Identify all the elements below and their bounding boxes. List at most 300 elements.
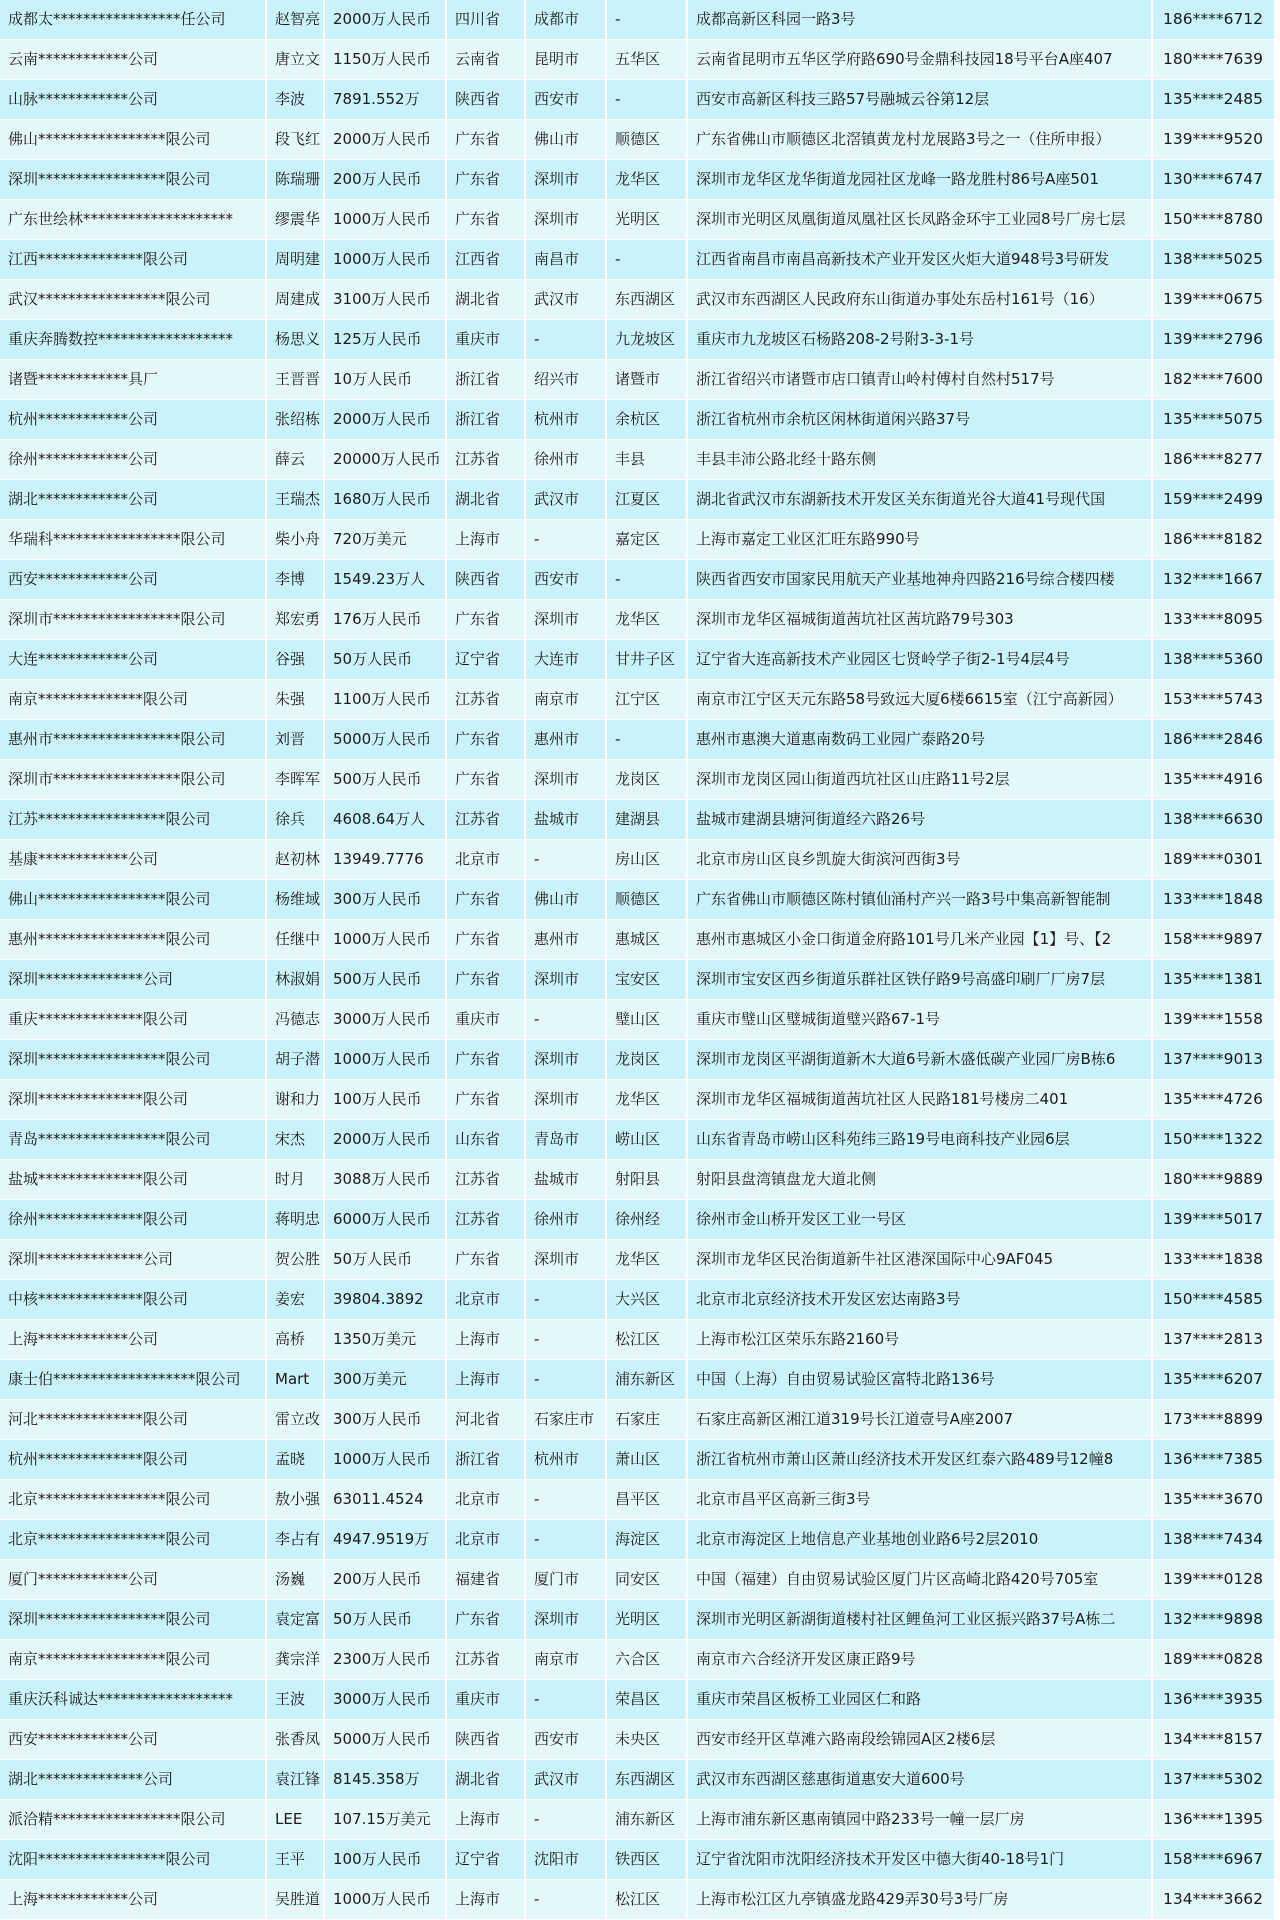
registered-capital-cell: 300万美元 bbox=[324, 1360, 446, 1400]
district-cell: 荣昌区 bbox=[606, 1680, 687, 1720]
district-cell: - bbox=[606, 80, 687, 120]
city-cell: 深圳市 bbox=[525, 600, 606, 640]
table-row bbox=[0, 360, 1275, 400]
company-name-cell: 深圳**************公司 bbox=[0, 960, 266, 1000]
registered-capital-cell: 50万人民币 bbox=[324, 1600, 446, 1640]
company-name-cell: 西安************公司 bbox=[0, 560, 266, 600]
city-cell: 深圳市 bbox=[525, 1240, 606, 1280]
address-cell: 中国（福建）自由贸易试验区厦门片区高崎北路420号705室 bbox=[687, 1560, 1152, 1600]
phone-cell: 150****1322 bbox=[1152, 1120, 1275, 1160]
address-cell: 重庆市九龙坡区石杨路208-2号附3-3-1号 bbox=[687, 320, 1152, 360]
district-cell: - bbox=[606, 720, 687, 760]
contact-name-cell: 王晋晋 bbox=[266, 360, 324, 400]
district-cell: 诸暨市 bbox=[606, 360, 687, 400]
phone-cell: 135****3670 bbox=[1152, 1480, 1275, 1520]
address-cell: 西安市经开区草滩六路南段绘锦园A区2楼6层 bbox=[687, 1720, 1152, 1760]
province-cell: 重庆市 bbox=[446, 1680, 525, 1720]
address-cell: 上海市嘉定工业区汇旺东路990号 bbox=[687, 520, 1152, 560]
address-cell: 重庆市荣昌区板桥工业园区仁和路 bbox=[687, 1680, 1152, 1720]
table-row bbox=[0, 40, 1275, 80]
table-row bbox=[0, 1360, 1275, 1400]
address-cell: 陕西省西安市国家民用航天产业基地神舟四路216号综合楼四楼 bbox=[687, 560, 1152, 600]
table-row bbox=[0, 240, 1275, 280]
province-cell: 广东省 bbox=[446, 1040, 525, 1080]
address-cell: 深圳市龙华区福城街道茜坑社区茜坑路79号303 bbox=[687, 600, 1152, 640]
province-cell: 河北省 bbox=[446, 1400, 525, 1440]
phone-cell: 189****0301 bbox=[1152, 840, 1275, 880]
phone-cell: 133****1838 bbox=[1152, 1240, 1275, 1280]
phone-cell: 139****0675 bbox=[1152, 280, 1275, 320]
address-cell: 深圳市光明区新湖街道楼村社区鲤鱼河工业区振兴路37号A栋二 bbox=[687, 1600, 1152, 1640]
city-cell: 深圳市 bbox=[525, 1040, 606, 1080]
contact-name-cell: 林淑娟 bbox=[266, 960, 324, 1000]
district-cell: - bbox=[606, 0, 687, 40]
city-cell: 徐州市 bbox=[525, 1200, 606, 1240]
city-cell: 徐州市 bbox=[525, 440, 606, 480]
city-cell: 深圳市 bbox=[525, 760, 606, 800]
company-name-cell: 重庆奔腾数控****************** bbox=[0, 320, 266, 360]
city-cell: 盐城市 bbox=[525, 800, 606, 840]
district-cell: 房山区 bbox=[606, 840, 687, 880]
district-cell: 松江区 bbox=[606, 1880, 687, 1920]
contact-name-cell: LEE bbox=[266, 1800, 324, 1840]
company-name-cell: 诸暨************具厂 bbox=[0, 360, 266, 400]
address-cell: 深圳市龙华区福城街道茜坑社区人民路181号楼房二401 bbox=[687, 1080, 1152, 1120]
city-cell: - bbox=[525, 1000, 606, 1040]
registered-capital-cell: 7891.552万 bbox=[324, 80, 446, 120]
city-cell: 成都市 bbox=[525, 0, 606, 40]
company-name-cell: 深圳市*****************限公司 bbox=[0, 600, 266, 640]
company-name-cell: 惠州*****************限公司 bbox=[0, 920, 266, 960]
registered-capital-cell: 13949.7776 bbox=[324, 840, 446, 880]
phone-cell: 139****2796 bbox=[1152, 320, 1275, 360]
company-name-cell: 康士伯*******************限公司 bbox=[0, 1360, 266, 1400]
city-cell: 深圳市 bbox=[525, 160, 606, 200]
table-row bbox=[0, 600, 1275, 640]
company-name-cell: 武汉*****************限公司 bbox=[0, 280, 266, 320]
city-cell: 深圳市 bbox=[525, 200, 606, 240]
district-cell: 龙岗区 bbox=[606, 760, 687, 800]
province-cell: 广东省 bbox=[446, 1080, 525, 1120]
registered-capital-cell: 2300万人民币 bbox=[324, 1640, 446, 1680]
company-name-cell: 南京**************限公司 bbox=[0, 680, 266, 720]
table-row bbox=[0, 520, 1275, 560]
phone-cell: 139****5017 bbox=[1152, 1200, 1275, 1240]
company-name-cell: 成都太*****************任公司 bbox=[0, 0, 266, 40]
city-cell: 南京市 bbox=[525, 1640, 606, 1680]
registered-capital-cell: 107.15万美元 bbox=[324, 1800, 446, 1840]
province-cell: 湖北省 bbox=[446, 1760, 525, 1800]
province-cell: 广东省 bbox=[446, 200, 525, 240]
province-cell: 江苏省 bbox=[446, 440, 525, 480]
contact-name-cell: 谷强 bbox=[266, 640, 324, 680]
company-name-cell: 上海************公司 bbox=[0, 1880, 266, 1920]
registered-capital-cell: 2000万人民币 bbox=[324, 120, 446, 160]
address-cell: 广东省佛山市顺德区北滘镇黄龙村龙展路3号之一（住所申报） bbox=[687, 120, 1152, 160]
company-name-cell: 大连************公司 bbox=[0, 640, 266, 680]
province-cell: 山东省 bbox=[446, 1120, 525, 1160]
registered-capital-cell: 2000万人民币 bbox=[324, 0, 446, 40]
province-cell: 江苏省 bbox=[446, 800, 525, 840]
city-cell: - bbox=[525, 1680, 606, 1720]
contact-name-cell: 段飞红 bbox=[266, 120, 324, 160]
contact-name-cell: 柴小舟 bbox=[266, 520, 324, 560]
phone-cell: 134****3662 bbox=[1152, 1880, 1275, 1920]
phone-cell: 138****5360 bbox=[1152, 640, 1275, 680]
contact-name-cell: 王瑞杰 bbox=[266, 480, 324, 520]
province-cell: 浙江省 bbox=[446, 400, 525, 440]
province-cell: 北京市 bbox=[446, 840, 525, 880]
table-row bbox=[0, 800, 1275, 840]
registered-capital-cell: 1350万美元 bbox=[324, 1320, 446, 1360]
district-cell: 余杭区 bbox=[606, 400, 687, 440]
address-cell: 丰县丰沛公路北经十路东侧 bbox=[687, 440, 1152, 480]
contact-name-cell: 敖小强 bbox=[266, 1480, 324, 1520]
table-row bbox=[0, 1320, 1275, 1360]
table-row bbox=[0, 960, 1275, 1000]
address-cell: 石家庄高新区湘江道319号长江道壹号A座2007 bbox=[687, 1400, 1152, 1440]
registered-capital-cell: 176万人民币 bbox=[324, 600, 446, 640]
table-row bbox=[0, 320, 1275, 360]
company-name-cell: 基康************公司 bbox=[0, 840, 266, 880]
address-cell: 惠州市惠城区小金口街道金府路101号几米产业园【1】号、【2 bbox=[687, 920, 1152, 960]
company-name-cell: 山脉************公司 bbox=[0, 80, 266, 120]
registered-capital-cell: 3000万人民币 bbox=[324, 1000, 446, 1040]
province-cell: 广东省 bbox=[446, 880, 525, 920]
company-name-cell: 深圳**************限公司 bbox=[0, 1080, 266, 1120]
registered-capital-cell: 50万人民币 bbox=[324, 1240, 446, 1280]
district-cell: 宝安区 bbox=[606, 960, 687, 1000]
address-cell: 广东省佛山市顺德区陈村镇仙涌村产兴一路3号中集高新智能制 bbox=[687, 880, 1152, 920]
table-row bbox=[0, 0, 1275, 40]
city-cell: 武汉市 bbox=[525, 480, 606, 520]
contact-name-cell: 任继中 bbox=[266, 920, 324, 960]
registered-capital-cell: 5000万人民币 bbox=[324, 1720, 446, 1760]
table-row bbox=[0, 1600, 1275, 1640]
table-row bbox=[0, 1000, 1275, 1040]
phone-cell: 135****2485 bbox=[1152, 80, 1275, 120]
phone-cell: 138****6630 bbox=[1152, 800, 1275, 840]
city-cell: 惠州市 bbox=[525, 720, 606, 760]
contact-name-cell: 胡子潜 bbox=[266, 1040, 324, 1080]
city-cell: 佛山市 bbox=[525, 120, 606, 160]
registered-capital-cell: 2000万人民币 bbox=[324, 400, 446, 440]
province-cell: 湖北省 bbox=[446, 280, 525, 320]
city-cell: 佛山市 bbox=[525, 880, 606, 920]
phone-cell: 186****8277 bbox=[1152, 440, 1275, 480]
phone-cell: 182****7600 bbox=[1152, 360, 1275, 400]
registered-capital-cell: 6000万人民币 bbox=[324, 1200, 446, 1240]
phone-cell: 158****9897 bbox=[1152, 920, 1275, 960]
city-cell: 西安市 bbox=[525, 80, 606, 120]
district-cell: 萧山区 bbox=[606, 1440, 687, 1480]
table-row bbox=[0, 880, 1275, 920]
city-cell: 厦门市 bbox=[525, 1560, 606, 1600]
province-cell: 广东省 bbox=[446, 1600, 525, 1640]
table-row bbox=[0, 1080, 1275, 1120]
address-cell: 辽宁省沈阳市沈阳经济技术开发区中德大街40-18号1门 bbox=[687, 1840, 1152, 1880]
province-cell: 江苏省 bbox=[446, 1200, 525, 1240]
table-row bbox=[0, 760, 1275, 800]
address-cell: 盐城市建湖县塘河街道经六路26号 bbox=[687, 800, 1152, 840]
company-name-cell: 厦门************公司 bbox=[0, 1560, 266, 1600]
company-name-cell: 湖北**************公司 bbox=[0, 1760, 266, 1800]
registered-capital-cell: 1000万人民币 bbox=[324, 1040, 446, 1080]
registered-capital-cell: 1000万人民币 bbox=[324, 200, 446, 240]
phone-cell: 139****1558 bbox=[1152, 1000, 1275, 1040]
company-name-cell: 徐州**************限公司 bbox=[0, 1200, 266, 1240]
registered-capital-cell: 125万人民币 bbox=[324, 320, 446, 360]
company-name-cell: 深圳市*****************限公司 bbox=[0, 760, 266, 800]
district-cell: 铁西区 bbox=[606, 1840, 687, 1880]
registered-capital-cell: 3000万人民币 bbox=[324, 1680, 446, 1720]
district-cell: 璧山区 bbox=[606, 1000, 687, 1040]
phone-cell: 139****0128 bbox=[1152, 1560, 1275, 1600]
contact-name-cell: 杨思义 bbox=[266, 320, 324, 360]
address-cell: 深圳市龙岗区园山街道西坑社区山庄路11号2层 bbox=[687, 760, 1152, 800]
registered-capital-cell: 63011.4524 bbox=[324, 1480, 446, 1520]
district-cell: 浦东新区 bbox=[606, 1360, 687, 1400]
district-cell: 东西湖区 bbox=[606, 280, 687, 320]
contact-name-cell: 李晖军 bbox=[266, 760, 324, 800]
company-name-cell: 徐州************公司 bbox=[0, 440, 266, 480]
registered-capital-cell: 1000万人民币 bbox=[324, 1880, 446, 1920]
registered-capital-cell: 1680万人民币 bbox=[324, 480, 446, 520]
city-cell: - bbox=[525, 1800, 606, 1840]
contact-name-cell: 吴胜道 bbox=[266, 1880, 324, 1920]
address-cell: 南京市六合经济开发区康正路9号 bbox=[687, 1640, 1152, 1680]
company-name-cell: 北京*****************限公司 bbox=[0, 1480, 266, 1520]
phone-cell: 137****2813 bbox=[1152, 1320, 1275, 1360]
phone-cell: 138****5025 bbox=[1152, 240, 1275, 280]
phone-cell: 136****7385 bbox=[1152, 1440, 1275, 1480]
district-cell: 大兴区 bbox=[606, 1280, 687, 1320]
phone-cell: 180****7639 bbox=[1152, 40, 1275, 80]
table-row bbox=[0, 640, 1275, 680]
province-cell: 辽宁省 bbox=[446, 640, 525, 680]
table-row bbox=[0, 280, 1275, 320]
district-cell: 六合区 bbox=[606, 1640, 687, 1680]
district-cell: 江夏区 bbox=[606, 480, 687, 520]
district-cell: 射阳县 bbox=[606, 1160, 687, 1200]
province-cell: 福建省 bbox=[446, 1560, 525, 1600]
table-row bbox=[0, 1560, 1275, 1600]
district-cell: 江宁区 bbox=[606, 680, 687, 720]
phone-cell: 159****2499 bbox=[1152, 480, 1275, 520]
province-cell: 上海市 bbox=[446, 1800, 525, 1840]
table-row bbox=[0, 1200, 1275, 1240]
district-cell: 顺德区 bbox=[606, 120, 687, 160]
province-cell: 江苏省 bbox=[446, 1640, 525, 1680]
contact-name-cell: 龚宗洋 bbox=[266, 1640, 324, 1680]
company-name-cell: 重庆沃科诚达****************** bbox=[0, 1680, 266, 1720]
district-cell: 龙华区 bbox=[606, 600, 687, 640]
city-cell: - bbox=[525, 1320, 606, 1360]
city-cell: - bbox=[525, 1360, 606, 1400]
phone-cell: 150****8780 bbox=[1152, 200, 1275, 240]
province-cell: 广东省 bbox=[446, 1240, 525, 1280]
address-cell: 上海市松江区九亭镇盛龙路429弄30号3号厂房 bbox=[687, 1880, 1152, 1920]
phone-cell: 136****3935 bbox=[1152, 1680, 1275, 1720]
city-cell: 昆明市 bbox=[525, 40, 606, 80]
phone-cell: 180****9889 bbox=[1152, 1160, 1275, 1200]
contact-name-cell: 高桥 bbox=[266, 1320, 324, 1360]
table-row bbox=[0, 1240, 1275, 1280]
address-cell: 浙江省杭州市萧山区萧山经济技术开发区红泰六路489号12幢8 bbox=[687, 1440, 1152, 1480]
registered-capital-cell: 200万人民币 bbox=[324, 160, 446, 200]
phone-cell: 153****5743 bbox=[1152, 680, 1275, 720]
registered-capital-cell: 50万人民币 bbox=[324, 640, 446, 680]
registered-capital-cell: 4947.9519万 bbox=[324, 1520, 446, 1560]
contact-name-cell: 赵智亮 bbox=[266, 0, 324, 40]
city-cell: 青岛市 bbox=[525, 1120, 606, 1160]
province-cell: 上海市 bbox=[446, 520, 525, 560]
province-cell: 江苏省 bbox=[446, 680, 525, 720]
registered-capital-cell: 3100万人民币 bbox=[324, 280, 446, 320]
registered-capital-cell: 1000万人民币 bbox=[324, 920, 446, 960]
province-cell: 北京市 bbox=[446, 1520, 525, 1560]
registered-capital-cell: 20000万人民币 bbox=[324, 440, 446, 480]
registered-capital-cell: 2000万人民币 bbox=[324, 1120, 446, 1160]
contact-name-cell: 王平 bbox=[266, 1840, 324, 1880]
registered-capital-cell: 8145.358万 bbox=[324, 1760, 446, 1800]
address-cell: 射阳县盘湾镇盘龙大道北侧 bbox=[687, 1160, 1152, 1200]
company-name-cell: 深圳*****************限公司 bbox=[0, 1040, 266, 1080]
district-cell: 顺德区 bbox=[606, 880, 687, 920]
address-cell: 深圳市龙岗区平湖街道新木大道6号新木盛低碳产业园厂房B栋6 bbox=[687, 1040, 1152, 1080]
district-cell: 同安区 bbox=[606, 1560, 687, 1600]
phone-cell: 132****1667 bbox=[1152, 560, 1275, 600]
company-name-cell: 江苏*****************限公司 bbox=[0, 800, 266, 840]
district-cell: 石家庄 bbox=[606, 1400, 687, 1440]
city-cell: 惠州市 bbox=[525, 920, 606, 960]
province-cell: 陕西省 bbox=[446, 560, 525, 600]
company-name-cell: 华瑞科*****************限公司 bbox=[0, 520, 266, 560]
city-cell: - bbox=[525, 1880, 606, 1920]
phone-cell: 130****6747 bbox=[1152, 160, 1275, 200]
district-cell: 松江区 bbox=[606, 1320, 687, 1360]
table-row bbox=[0, 1120, 1275, 1160]
contact-name-cell: 袁定富 bbox=[266, 1600, 324, 1640]
city-cell: 武汉市 bbox=[525, 280, 606, 320]
address-cell: 西安市高新区科技三路57号融城云谷第12层 bbox=[687, 80, 1152, 120]
address-cell: 徐州市金山桥开发区工业一号区 bbox=[687, 1200, 1152, 1240]
table-row bbox=[0, 200, 1275, 240]
province-cell: 广东省 bbox=[446, 160, 525, 200]
phone-cell: 136****1395 bbox=[1152, 1800, 1275, 1840]
district-cell: 龙岗区 bbox=[606, 1040, 687, 1080]
contact-name-cell: 孟晓 bbox=[266, 1440, 324, 1480]
province-cell: 云南省 bbox=[446, 40, 525, 80]
table-row bbox=[0, 1720, 1275, 1760]
city-cell: - bbox=[525, 320, 606, 360]
city-cell: 西安市 bbox=[525, 1720, 606, 1760]
registered-capital-cell: 200万人民币 bbox=[324, 1560, 446, 1600]
registered-capital-cell: 500万人民币 bbox=[324, 960, 446, 1000]
city-cell: - bbox=[525, 1480, 606, 1520]
province-cell: 上海市 bbox=[446, 1360, 525, 1400]
address-cell: 山东省青岛市崂山区科苑纬三路19号电商科技产业园6层 bbox=[687, 1120, 1152, 1160]
city-cell: 盐城市 bbox=[525, 1160, 606, 1200]
province-cell: 重庆市 bbox=[446, 320, 525, 360]
address-cell: 武汉市东西湖区人民政府东山街道办事处东岳村161号（16） bbox=[687, 280, 1152, 320]
table-row bbox=[0, 1520, 1275, 1560]
district-cell: 光明区 bbox=[606, 1600, 687, 1640]
company-name-cell: 上海************公司 bbox=[0, 1320, 266, 1360]
phone-cell: 133****8095 bbox=[1152, 600, 1275, 640]
district-cell: 龙华区 bbox=[606, 1240, 687, 1280]
company-name-cell: 佛山*****************限公司 bbox=[0, 120, 266, 160]
company-name-cell: 湖北************公司 bbox=[0, 480, 266, 520]
city-cell: 石家庄市 bbox=[525, 1400, 606, 1440]
address-cell: 云南省昆明市五华区学府路690号金鼎科技园18号平台A座407 bbox=[687, 40, 1152, 80]
city-cell: 武汉市 bbox=[525, 1760, 606, 1800]
city-cell: - bbox=[525, 520, 606, 560]
province-cell: 辽宁省 bbox=[446, 1840, 525, 1880]
registered-capital-cell: 100万人民币 bbox=[324, 1840, 446, 1880]
registered-capital-cell: 1000万人民币 bbox=[324, 240, 446, 280]
address-cell: 深圳市光明区凤凰街道凤凰社区长凤路金环宇工业园8号厂房七层 bbox=[687, 200, 1152, 240]
contact-name-cell: 张香凤 bbox=[266, 1720, 324, 1760]
city-cell: 杭州市 bbox=[525, 400, 606, 440]
contact-name-cell: 唐立文 bbox=[266, 40, 324, 80]
address-cell: 辽宁省大连高新技术产业园区七贤岭学子街2-1号4层4号 bbox=[687, 640, 1152, 680]
district-cell: 昌平区 bbox=[606, 1480, 687, 1520]
district-cell: 崂山区 bbox=[606, 1120, 687, 1160]
address-cell: 深圳市宝安区西乡街道乐群社区铁仔路9号高盛印刷厂厂房7层 bbox=[687, 960, 1152, 1000]
phone-cell: 186****2846 bbox=[1152, 720, 1275, 760]
city-cell: 大连市 bbox=[525, 640, 606, 680]
province-cell: 陕西省 bbox=[446, 80, 525, 120]
district-cell: 九龙坡区 bbox=[606, 320, 687, 360]
table-row bbox=[0, 840, 1275, 880]
company-name-cell: 盐城**************限公司 bbox=[0, 1160, 266, 1200]
district-cell: 徐州经 bbox=[606, 1200, 687, 1240]
table-row bbox=[0, 1480, 1275, 1520]
table-row bbox=[0, 1440, 1275, 1480]
company-name-cell: 重庆**************限公司 bbox=[0, 1000, 266, 1040]
district-cell: 东西湖区 bbox=[606, 1760, 687, 1800]
table-row bbox=[0, 1840, 1275, 1880]
phone-cell: 138****7434 bbox=[1152, 1520, 1275, 1560]
company-name-cell: 广东世绘林******************** bbox=[0, 200, 266, 240]
phone-cell: 132****9898 bbox=[1152, 1600, 1275, 1640]
registered-capital-cell: 300万人民币 bbox=[324, 1400, 446, 1440]
phone-cell: 173****8899 bbox=[1152, 1400, 1275, 1440]
company-name-cell: 杭州************公司 bbox=[0, 400, 266, 440]
registered-capital-cell: 4608.64万人 bbox=[324, 800, 446, 840]
phone-cell: 135****6207 bbox=[1152, 1360, 1275, 1400]
contact-name-cell: 朱强 bbox=[266, 680, 324, 720]
table-row bbox=[0, 1760, 1275, 1800]
contact-name-cell: 缪震华 bbox=[266, 200, 324, 240]
district-cell: 五华区 bbox=[606, 40, 687, 80]
address-cell: 北京市房山区良乡凯旋大街滨河西街3号 bbox=[687, 840, 1152, 880]
company-name-cell: 深圳*****************限公司 bbox=[0, 1600, 266, 1640]
phone-cell: 139****9520 bbox=[1152, 120, 1275, 160]
city-cell: 绍兴市 bbox=[525, 360, 606, 400]
address-cell: 惠州市惠澳大道惠南数码工业园广泰路20号 bbox=[687, 720, 1152, 760]
contact-name-cell: 薛云 bbox=[266, 440, 324, 480]
province-cell: 四川省 bbox=[446, 0, 525, 40]
company-name-cell: 深圳**************公司 bbox=[0, 1240, 266, 1280]
table-row bbox=[0, 680, 1275, 720]
registered-capital-cell: 1150万人民币 bbox=[324, 40, 446, 80]
province-cell: 广东省 bbox=[446, 600, 525, 640]
address-cell: 上海市浦东新区惠南镇园中路233号一幢一层厂房 bbox=[687, 1800, 1152, 1840]
contact-name-cell: 徐兵 bbox=[266, 800, 324, 840]
district-cell: 浦东新区 bbox=[606, 1800, 687, 1840]
